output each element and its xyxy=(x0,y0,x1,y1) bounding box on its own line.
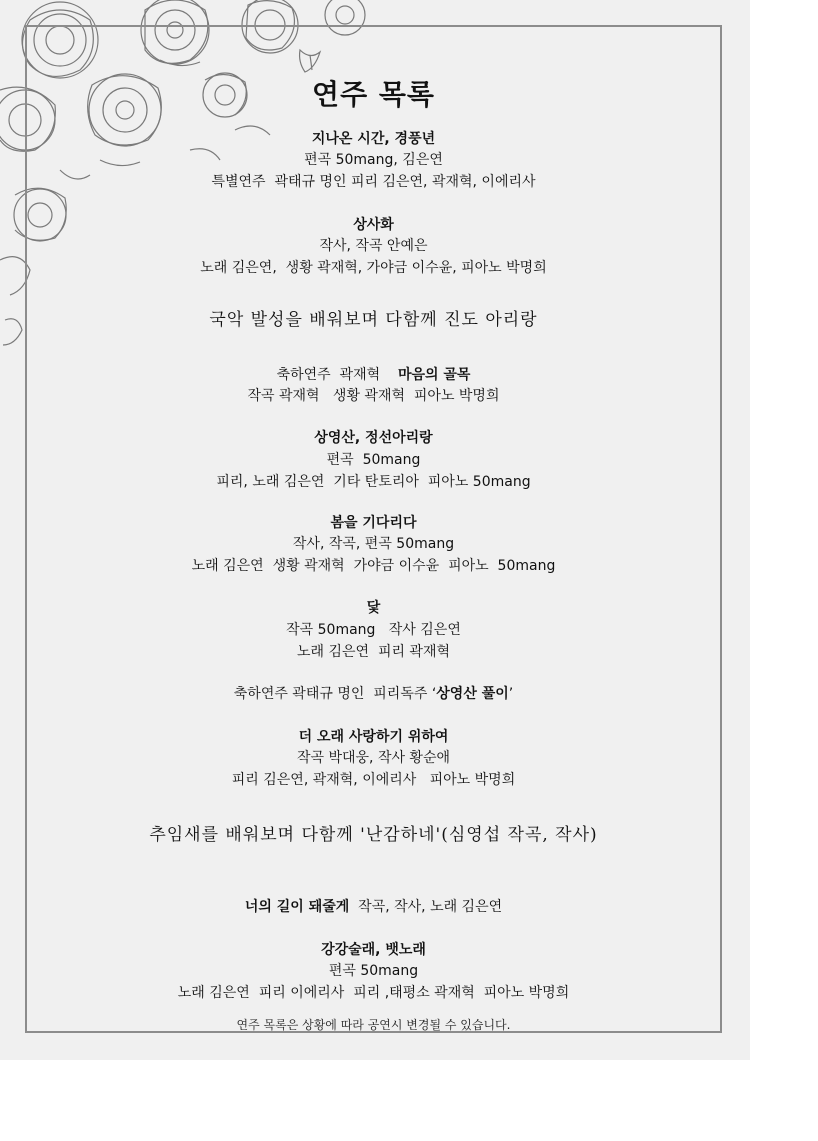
piece-4-credit-2: 피리, 노래 김은연 기타 탄토리아 피아노 50mang xyxy=(216,474,531,490)
piece-3-lead: 축하연주 곽재혁 xyxy=(276,367,398,383)
piece-3-title: 마음의 골목 xyxy=(397,367,471,383)
piece-6-title: 닻 xyxy=(366,600,381,616)
piece-4-credit-1: 편곡 50mang xyxy=(326,452,421,468)
piece-10-credit-1: 편곡 50mang xyxy=(328,963,419,979)
piece-8-title: 더 오래 사랑하기 위하여 xyxy=(298,729,449,745)
piece-9-title: 너의 길이 돼줄게 xyxy=(244,899,350,915)
piece-5-credit-2: 노래 김은연 생황 곽재혁 가야금 이수윤 피아노 50mang xyxy=(191,558,556,574)
piece-10-title: 강강술래, 뱃노래 xyxy=(321,942,426,958)
piece-1-credit-2: 특별연주 곽태규 명인 피리 김은연, 곽재혁, 이에리사 xyxy=(211,174,536,190)
piece-5-credit-1: 작사, 작곡, 편곡 50mang xyxy=(292,536,455,552)
piece-2-credit-2: 노래 김은연, 생황 곽재혁, 가야금 이수윤, 피아노 박명희 xyxy=(200,260,547,276)
piece-5-title: 봄을 기다리다 xyxy=(330,515,417,531)
piece-3-credit-1: 작곡 곽재혁 생황 곽재혁 피아노 박명희 xyxy=(247,388,500,404)
piece-1-credit-1: 편곡 50mang, 김은연 xyxy=(304,152,443,168)
piece-9-credit: 작곡, 작사, 노래 김은연 xyxy=(349,899,503,915)
piece-7-lead: 축하연주 곽태규 명인 피리독주 ‘ xyxy=(233,686,437,702)
piece-9-line xyxy=(25,897,722,917)
piece-1-title: 지나온 시간, 경풍년 xyxy=(311,131,436,147)
piece-2-credit-1: 작사, 작곡 안예은 xyxy=(319,238,428,254)
piece-6-credit-2: 노래 김은연 피리 곽재혁 xyxy=(296,644,451,660)
piece-7-line xyxy=(25,684,722,704)
singalong-1: 국악 발성을 배워보며 다함께 진도 아리랑 xyxy=(209,310,538,330)
piece-10-credit-2: 노래 김은연 피리 이에리사 피리 ,태평소 곽재혁 피아노 박명희 xyxy=(177,985,570,1001)
piece-8-credit-1: 작곡 박대웅, 작사 황순애 xyxy=(296,750,451,766)
program-title: 연주 목록 xyxy=(312,78,435,111)
piece-3-title-line xyxy=(25,365,722,385)
piece-4-title: 상영산, 정선아리랑 xyxy=(314,430,433,446)
piece-7-tail: ’ xyxy=(508,686,514,702)
piece-6-credit-1: 작곡 50mang 작사 김은연 xyxy=(286,622,461,638)
piece-7-title: 상영산 풀이 xyxy=(436,686,509,702)
program-change-note: 연주 목록은 상황에 따라 공연시 변경될 수 있습니다. xyxy=(236,1018,511,1032)
singalong-2: 추임새를 배워보며 다함께 '난감하네'(심영섭 작곡, 작사) xyxy=(149,825,598,845)
piece-2-title: 상사화 xyxy=(353,217,394,233)
piece-8-credit-2: 피리 김은연, 곽재혁, 이에리사 피아노 박명희 xyxy=(231,772,516,788)
